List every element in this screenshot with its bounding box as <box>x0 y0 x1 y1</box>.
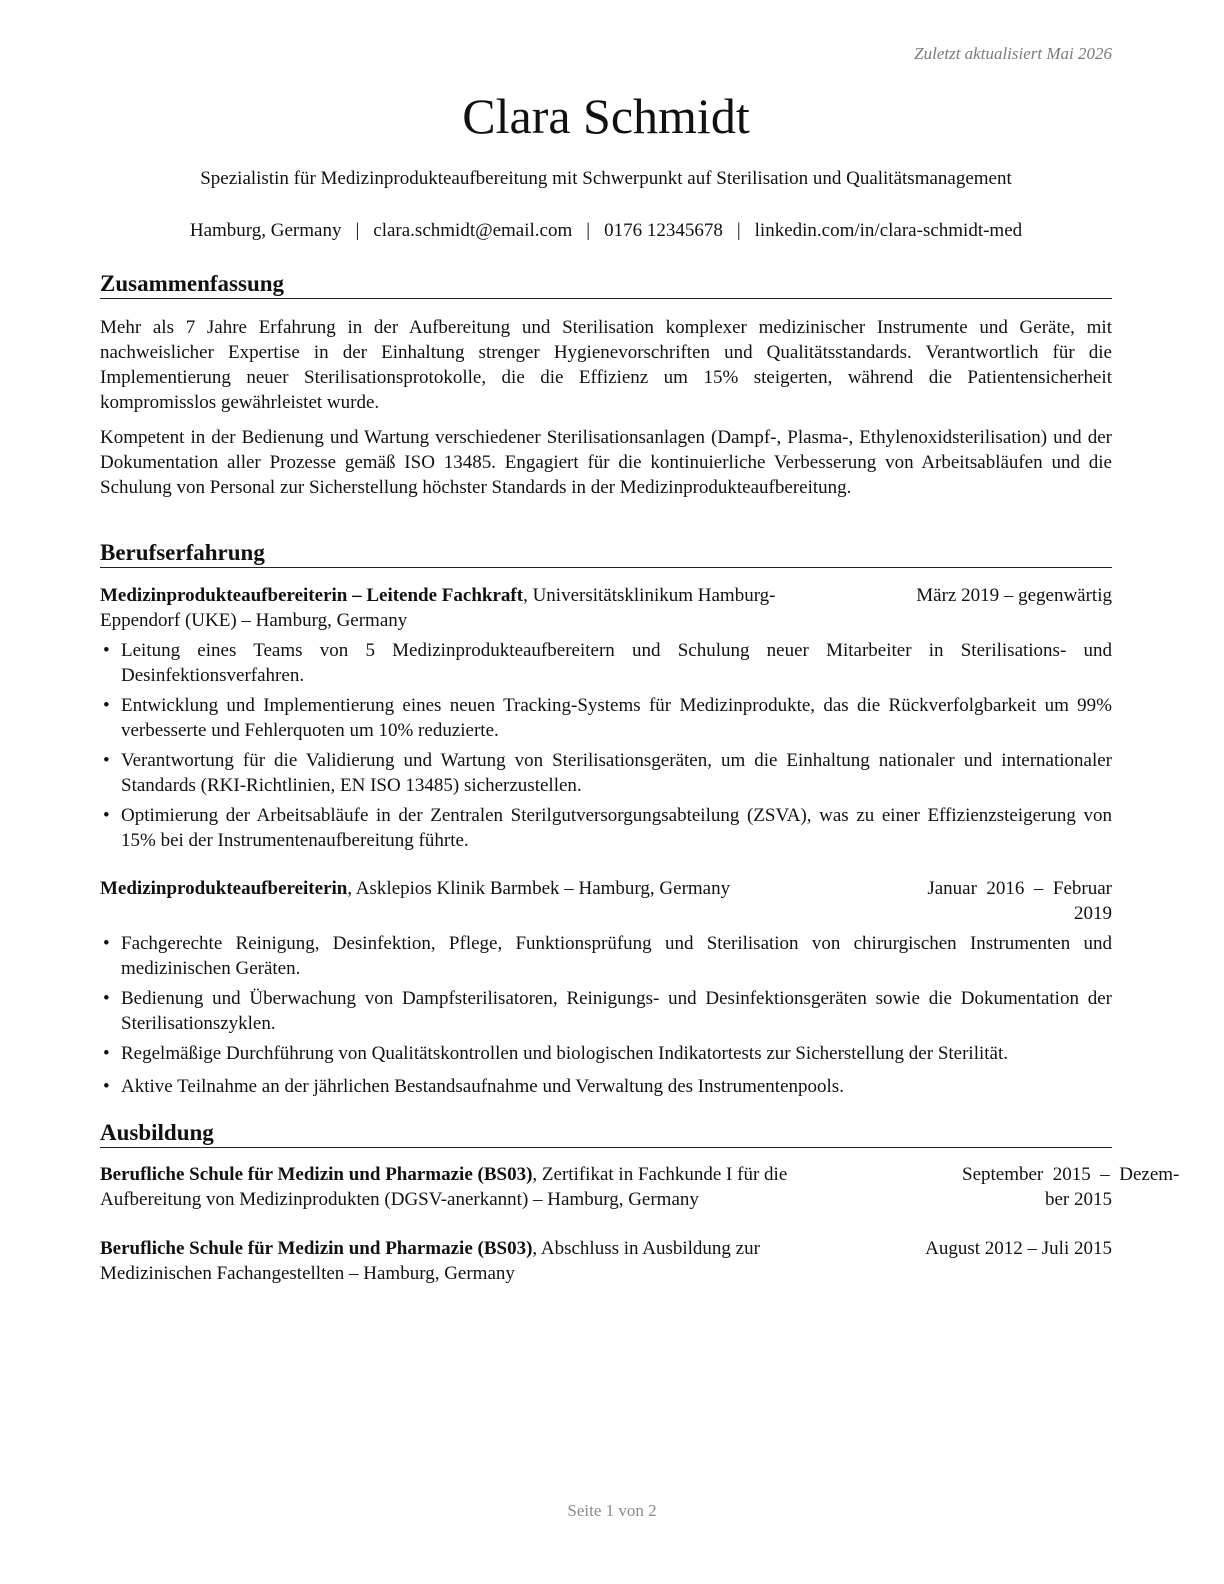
tagline: Spezialistin für Medizinprodukteaufbereitung mit Schwerpunkt auf Sterilisation und Qualitätsmanagement <box>200 168 1012 189</box>
list-item: • Entwicklung und Implementierung eines neuen Tracking-Systems für Medizinprodukte, das die Rückverfolgbarkeit um 99% verbesserte und Fehlerquoten um 10% reduzierte. <box>103 695 1112 741</box>
summary-paragraph: Mehr als 7 Jahre Erfahrung in der Aufbereitung und Sterilisation komplexer medizinischer Instrumente und Geräte, mit nachweislicher Expertise in der Einhaltung strenger Hygienevorschriften und Qualitätsstandards. Verantwortlich für die Implementierung neuer Sterilisationsprotokolle, die die Effizienz um 15% steigerten, während die Patientensicherheit kompromisslos gewährleistet wurde. <box>100 317 1112 413</box>
contact-email[interactable]: clara.schmidt@email.com <box>373 220 573 241</box>
list-item: • Fachgerechte Reinigung, Desinfektion, Pflege, Funktionsprüfung und Sterilisation von chirurgischen Instrumenten und medizinischen Geräten. <box>103 933 1112 979</box>
job-bullets <box>100 931 1112 1104</box>
job-dates: Januar 2016 – Februar 2019 <box>927 878 1112 924</box>
job-bullets <box>100 638 1112 858</box>
contact-line <box>100 219 1112 243</box>
job-organization: , Universitätsklinikum Hamburg- <box>523 585 776 606</box>
last-updated: Zuletzt aktualisiert Mai 2026 <box>914 44 1112 63</box>
education-school: Berufliche Schule für Medizin und Pharmazie (BS03) <box>100 1238 533 1259</box>
candidate-name: Clara Schmidt <box>462 88 750 144</box>
contact-phone: 0176 12345678 <box>604 220 723 241</box>
list-item: • Optimierung der Arbeitsabläufe in der Zentralen Sterilgutversorgungsabteilung (ZSVA), was zu einer Effizienzsteigerung von 15% bei der Instrumentenaufbereitung führte. <box>103 805 1112 851</box>
contact-separator: | <box>586 220 591 241</box>
list-item: • Aktive Teilnahme an der jährlichen Bestandsaufnahme und Verwaltung des Instrumentenpools. <box>103 1076 844 1097</box>
section-title-education: Ausbildung <box>100 1119 1112 1148</box>
education-title-line <box>100 1162 980 1212</box>
education-entry <box>100 1162 1180 1212</box>
section-title-summary: Zusammenfassung <box>100 270 1112 299</box>
job-role: Medizinprodukteaufbereiterin <box>100 878 348 899</box>
job-title-line <box>100 583 880 633</box>
page-number: Seite 1 von 2 <box>567 1501 657 1520</box>
education-program: , Abschluss in Ausbildung zur <box>532 1238 760 1259</box>
job-dates: März 2019 – gegenwärtig <box>916 585 1112 606</box>
job-organization: , Asklepios Klinik Barmbek – Hamburg, Germany <box>347 878 731 899</box>
education-program-cont: Aufbereitung von Medizinprodukten (DGSV-anerkannt) – Hamburg, Germany <box>100 1189 699 1210</box>
job-organization-cont: Eppendorf (UKE) – Hamburg, Germany <box>100 610 408 631</box>
job-header <box>100 583 1112 633</box>
contact-linkedin[interactable]: linkedin.com/in/clara-schmidt-med <box>754 220 1023 241</box>
list-item: • Verantwortung für die Validierung und Wartung von Sterilisationsgeräten, um die Einhaltung nationaler und internationaler Standards (RKI-Richtlinien, EN ISO 13485) sicherzustellen. <box>103 750 1112 796</box>
list-item: • Bedienung und Überwachung von Dampfsterilisatoren, Reinigungs- und Desinfektionsgeräten sowie die Dokumentation der Sterilisationszyklen. <box>103 988 1112 1034</box>
section-title-experience: Berufserfahrung <box>100 539 1112 568</box>
education-dates: September 2015 – Dezem- ber 2015 <box>962 1164 1180 1210</box>
education-entry <box>100 1236 1112 1286</box>
education-program: , Zertifikat in Fachkunde I für die <box>532 1164 788 1185</box>
education-program-cont: Medizinischen Fachangestellten – Hamburg, Germany <box>100 1263 515 1284</box>
contact-location: Hamburg, Germany <box>189 220 342 241</box>
list-item: • Regelmäßige Durchführung von Qualitätskontrollen und biologischen Indikatortests zur Sicherstellung der Sterilität. <box>103 1043 1008 1064</box>
education-dates: August 2012 – Juli 2015 <box>925 1238 1112 1259</box>
contact-separator: | <box>355 220 360 241</box>
job-header <box>100 876 1112 926</box>
list-item: • Leitung eines Teams von 5 Medizinprodukteaufbereitern und Schulung neuer Mitarbeiter in Sterilisations- und Desinfektionsverfahren. <box>103 640 1112 686</box>
education-school: Berufliche Schule für Medizin und Pharmazie (BS03) <box>100 1164 533 1185</box>
job-role: Medizinprodukteaufbereiterin – Leitende Fachkraft <box>100 585 524 606</box>
education-title-line <box>100 1236 875 1286</box>
job-title-line <box>100 876 860 901</box>
summary-paragraph: Kompetent in der Bedienung und Wartung verschiedener Sterilisationsanlagen (Dampf-, Plasma-, Ethylenoxidsterilisation) und der Dokumentation aller Prozesse gemäß ISO 13485. Engagiert für die kontinuierliche Verbesserung von Arbeitsabläufen und die Schulung von Personal zur Sicherstellung höchster Standards in der Medizinprodukteaufbereitung. <box>100 427 1112 498</box>
contact-separator: | <box>736 220 741 241</box>
